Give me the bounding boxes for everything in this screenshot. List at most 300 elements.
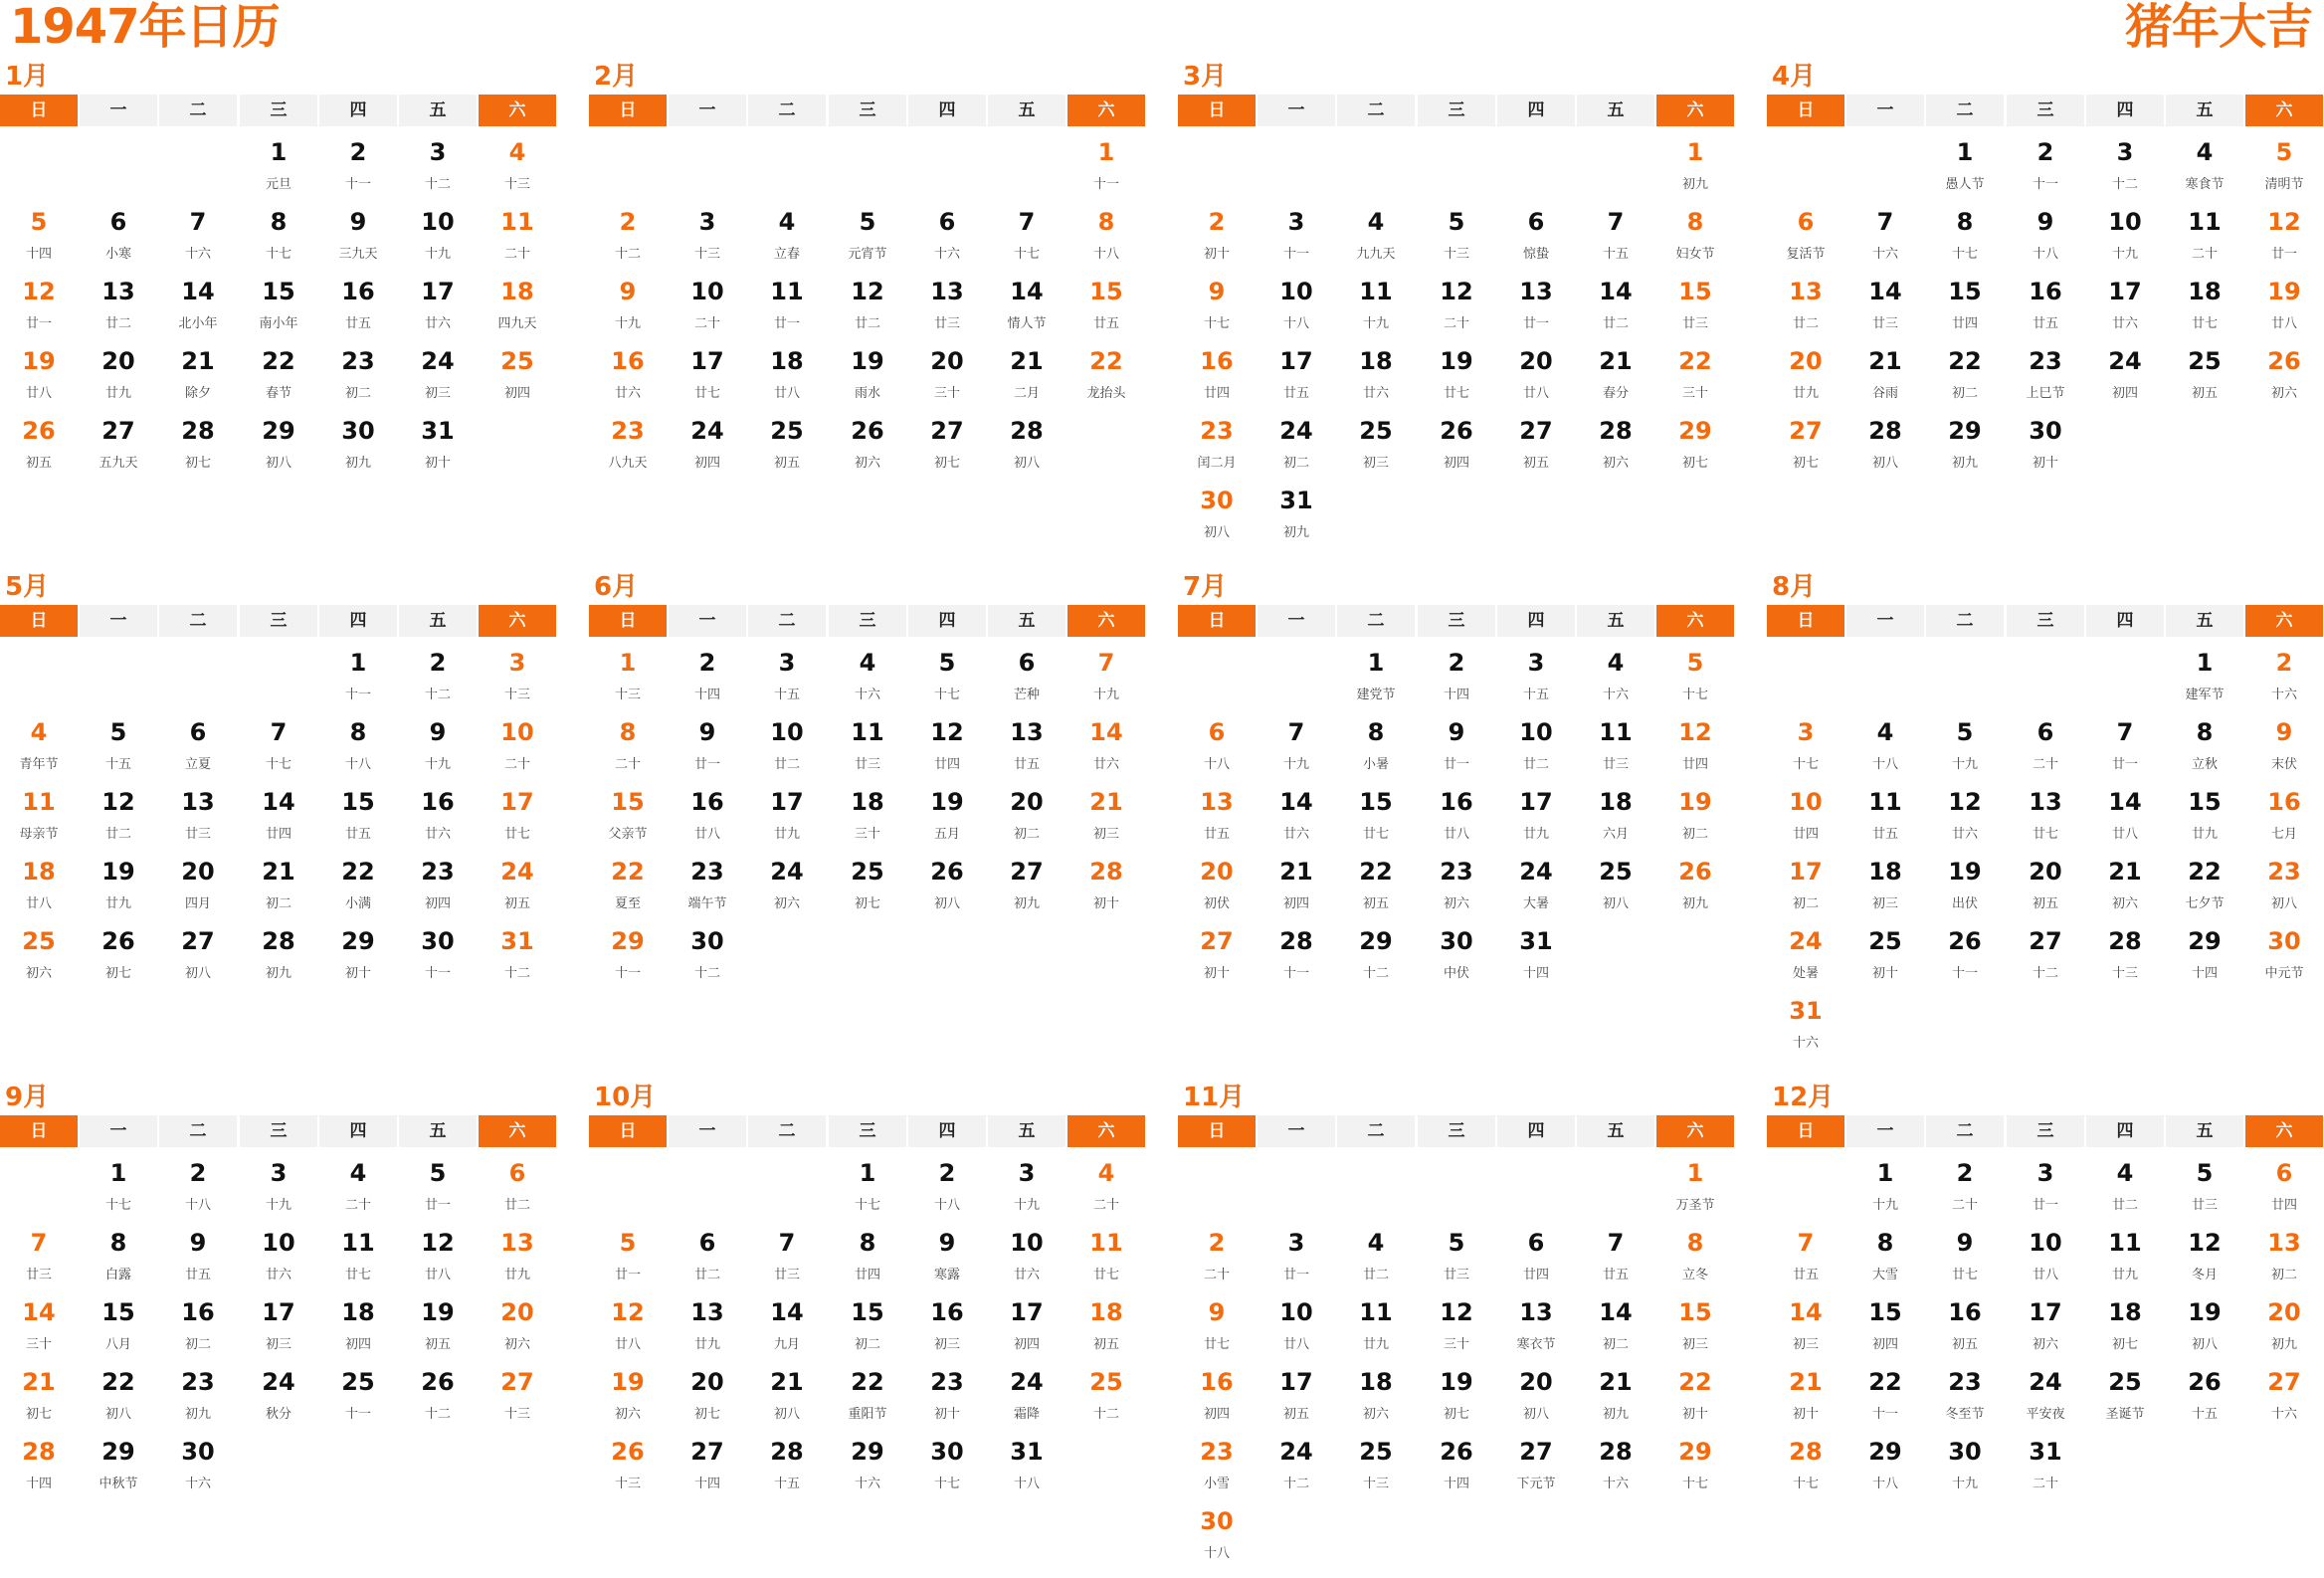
day-cell[interactable] xyxy=(1845,205,1925,275)
day-cell[interactable] xyxy=(478,275,557,344)
day-cell[interactable] xyxy=(1066,1365,1146,1435)
day-cell[interactable] xyxy=(398,344,478,414)
day-cell[interactable] xyxy=(987,1226,1066,1295)
day-cell[interactable] xyxy=(398,924,478,994)
day-cell[interactable] xyxy=(1336,785,1416,855)
day-cell[interactable] xyxy=(2244,344,2324,414)
day-cell[interactable] xyxy=(79,1435,158,1504)
day-cell[interactable] xyxy=(1496,275,1576,344)
day-cell[interactable] xyxy=(2244,275,2324,344)
day-cell[interactable] xyxy=(1417,646,1496,715)
day-cell[interactable] xyxy=(1336,344,1416,414)
day-cell[interactable] xyxy=(828,1435,907,1504)
day-cell[interactable] xyxy=(747,855,827,924)
day-cell[interactable] xyxy=(1177,1504,1257,1574)
day-cell[interactable] xyxy=(1177,414,1257,484)
day-cell[interactable] xyxy=(1766,414,1845,484)
day-cell[interactable] xyxy=(1336,924,1416,994)
day-cell[interactable] xyxy=(1845,855,1925,924)
day-cell[interactable] xyxy=(1925,135,2005,205)
day-cell[interactable] xyxy=(158,1226,238,1295)
day-cell[interactable] xyxy=(1925,924,2005,994)
day-cell[interactable] xyxy=(668,275,747,344)
day-cell[interactable] xyxy=(588,414,668,484)
day-cell[interactable] xyxy=(318,855,398,924)
day-cell[interactable] xyxy=(668,785,747,855)
day-cell[interactable] xyxy=(318,344,398,414)
day-cell[interactable] xyxy=(2006,205,2085,275)
day-cell[interactable] xyxy=(2006,1365,2085,1435)
day-cell[interactable] xyxy=(828,715,907,785)
day-cell[interactable] xyxy=(1925,1365,2005,1435)
day-cell[interactable] xyxy=(79,275,158,344)
day-cell[interactable] xyxy=(1336,414,1416,484)
day-cell[interactable] xyxy=(239,344,318,414)
day-cell[interactable] xyxy=(1766,715,1845,785)
day-cell[interactable] xyxy=(1655,1435,1735,1504)
day-cell[interactable] xyxy=(1417,855,1496,924)
day-cell[interactable] xyxy=(1576,1295,1655,1365)
day-cell[interactable] xyxy=(828,785,907,855)
day-cell[interactable] xyxy=(1066,646,1146,715)
day-cell[interactable] xyxy=(398,1295,478,1365)
day-cell[interactable] xyxy=(2244,785,2324,855)
day-cell[interactable] xyxy=(1925,414,2005,484)
day-cell[interactable] xyxy=(1417,1365,1496,1435)
day-cell[interactable] xyxy=(318,1295,398,1365)
day-cell[interactable] xyxy=(1576,715,1655,785)
day-cell[interactable] xyxy=(2006,1295,2085,1365)
day-cell[interactable] xyxy=(1655,135,1735,205)
day-cell[interactable] xyxy=(1336,855,1416,924)
day-cell[interactable] xyxy=(987,1365,1066,1435)
day-cell[interactable] xyxy=(0,1365,79,1435)
day-cell[interactable] xyxy=(747,275,827,344)
day-cell[interactable] xyxy=(239,855,318,924)
day-cell[interactable] xyxy=(1417,205,1496,275)
day-cell[interactable] xyxy=(1655,1295,1735,1365)
day-cell[interactable] xyxy=(907,1295,987,1365)
day-cell[interactable] xyxy=(1066,205,1146,275)
day-cell[interactable] xyxy=(1496,646,1576,715)
day-cell[interactable] xyxy=(1177,1295,1257,1365)
day-cell[interactable] xyxy=(1177,275,1257,344)
day-cell[interactable] xyxy=(1925,275,2005,344)
day-cell[interactable] xyxy=(2165,855,2244,924)
day-cell[interactable] xyxy=(987,1295,1066,1365)
day-cell[interactable] xyxy=(2165,785,2244,855)
day-cell[interactable] xyxy=(907,1156,987,1226)
day-cell[interactable] xyxy=(239,1295,318,1365)
day-cell[interactable] xyxy=(1576,855,1655,924)
day-cell[interactable] xyxy=(1417,715,1496,785)
day-cell[interactable] xyxy=(1257,205,1336,275)
day-cell[interactable] xyxy=(1336,205,1416,275)
day-cell[interactable] xyxy=(398,414,478,484)
day-cell[interactable] xyxy=(1417,1226,1496,1295)
day-cell[interactable] xyxy=(318,1365,398,1435)
day-cell[interactable] xyxy=(1845,414,1925,484)
day-cell[interactable] xyxy=(1177,1226,1257,1295)
day-cell[interactable] xyxy=(1257,715,1336,785)
day-cell[interactable] xyxy=(1177,785,1257,855)
day-cell[interactable] xyxy=(79,855,158,924)
day-cell[interactable] xyxy=(478,1365,557,1435)
day-cell[interactable] xyxy=(1925,1435,2005,1504)
day-cell[interactable] xyxy=(1766,205,1845,275)
day-cell[interactable] xyxy=(747,715,827,785)
day-cell[interactable] xyxy=(588,855,668,924)
day-cell[interactable] xyxy=(2006,715,2085,785)
day-cell[interactable] xyxy=(1257,414,1336,484)
day-cell[interactable] xyxy=(1496,855,1576,924)
day-cell[interactable] xyxy=(2165,1365,2244,1435)
day-cell[interactable] xyxy=(668,1295,747,1365)
day-cell[interactable] xyxy=(588,646,668,715)
day-cell[interactable] xyxy=(318,646,398,715)
day-cell[interactable] xyxy=(588,1365,668,1435)
day-cell[interactable] xyxy=(1257,484,1336,553)
day-cell[interactable] xyxy=(2006,344,2085,414)
day-cell[interactable] xyxy=(1257,1365,1336,1435)
day-cell[interactable] xyxy=(318,275,398,344)
day-cell[interactable] xyxy=(158,1435,238,1504)
day-cell[interactable] xyxy=(588,205,668,275)
day-cell[interactable] xyxy=(1066,855,1146,924)
day-cell[interactable] xyxy=(79,1295,158,1365)
day-cell[interactable] xyxy=(2006,1226,2085,1295)
day-cell[interactable] xyxy=(478,344,557,414)
day-cell[interactable] xyxy=(318,785,398,855)
day-cell[interactable] xyxy=(2006,1435,2085,1504)
day-cell[interactable] xyxy=(158,414,238,484)
day-cell[interactable] xyxy=(1066,785,1146,855)
day-cell[interactable] xyxy=(1766,1226,1845,1295)
day-cell[interactable] xyxy=(588,1295,668,1365)
day-cell[interactable] xyxy=(79,924,158,994)
day-cell[interactable] xyxy=(1496,1365,1576,1435)
day-cell[interactable] xyxy=(2085,1226,2165,1295)
day-cell[interactable] xyxy=(158,205,238,275)
day-cell[interactable] xyxy=(2244,1365,2324,1435)
day-cell[interactable] xyxy=(158,1365,238,1435)
day-cell[interactable] xyxy=(828,1295,907,1365)
day-cell[interactable] xyxy=(828,1365,907,1435)
day-cell[interactable] xyxy=(987,414,1066,484)
day-cell[interactable] xyxy=(2006,135,2085,205)
day-cell[interactable] xyxy=(668,414,747,484)
day-cell[interactable] xyxy=(0,924,79,994)
day-cell[interactable] xyxy=(1845,344,1925,414)
day-cell[interactable] xyxy=(907,1435,987,1504)
day-cell[interactable] xyxy=(1177,344,1257,414)
day-cell[interactable] xyxy=(1925,715,2005,785)
day-cell[interactable] xyxy=(2165,275,2244,344)
day-cell[interactable] xyxy=(2165,1295,2244,1365)
day-cell[interactable] xyxy=(1257,344,1336,414)
day-cell[interactable] xyxy=(239,715,318,785)
day-cell[interactable] xyxy=(158,275,238,344)
day-cell[interactable] xyxy=(668,205,747,275)
day-cell[interactable] xyxy=(1576,1435,1655,1504)
day-cell[interactable] xyxy=(1336,1365,1416,1435)
day-cell[interactable] xyxy=(1066,1156,1146,1226)
day-cell[interactable] xyxy=(1925,1156,2005,1226)
day-cell[interactable] xyxy=(398,1226,478,1295)
day-cell[interactable] xyxy=(2085,135,2165,205)
day-cell[interactable] xyxy=(828,414,907,484)
day-cell[interactable] xyxy=(2165,344,2244,414)
day-cell[interactable] xyxy=(1655,785,1735,855)
day-cell[interactable] xyxy=(398,135,478,205)
day-cell[interactable] xyxy=(79,414,158,484)
day-cell[interactable] xyxy=(1766,1365,1845,1435)
day-cell[interactable] xyxy=(318,414,398,484)
day-cell[interactable] xyxy=(79,1226,158,1295)
day-cell[interactable] xyxy=(1655,855,1735,924)
day-cell[interactable] xyxy=(668,924,747,994)
day-cell[interactable] xyxy=(1496,205,1576,275)
day-cell[interactable] xyxy=(828,855,907,924)
day-cell[interactable] xyxy=(2165,205,2244,275)
day-cell[interactable] xyxy=(1066,1295,1146,1365)
day-cell[interactable] xyxy=(1925,344,2005,414)
day-cell[interactable] xyxy=(2085,1156,2165,1226)
day-cell[interactable] xyxy=(398,715,478,785)
day-cell[interactable] xyxy=(1845,1365,1925,1435)
day-cell[interactable] xyxy=(318,924,398,994)
day-cell[interactable] xyxy=(2085,205,2165,275)
day-cell[interactable] xyxy=(1655,344,1735,414)
day-cell[interactable] xyxy=(318,135,398,205)
day-cell[interactable] xyxy=(239,1226,318,1295)
day-cell[interactable] xyxy=(478,855,557,924)
day-cell[interactable] xyxy=(2006,924,2085,994)
day-cell[interactable] xyxy=(158,855,238,924)
day-cell[interactable] xyxy=(2085,785,2165,855)
day-cell[interactable] xyxy=(1496,1435,1576,1504)
day-cell[interactable] xyxy=(1417,785,1496,855)
day-cell[interactable] xyxy=(1766,924,1845,994)
day-cell[interactable] xyxy=(478,785,557,855)
day-cell[interactable] xyxy=(2165,1226,2244,1295)
day-cell[interactable] xyxy=(0,205,79,275)
day-cell[interactable] xyxy=(987,205,1066,275)
day-cell[interactable] xyxy=(1257,1295,1336,1365)
day-cell[interactable] xyxy=(2085,1295,2165,1365)
day-cell[interactable] xyxy=(1257,1435,1336,1504)
day-cell[interactable] xyxy=(1655,205,1735,275)
day-cell[interactable] xyxy=(2006,785,2085,855)
day-cell[interactable] xyxy=(1766,1435,1845,1504)
day-cell[interactable] xyxy=(668,855,747,924)
day-cell[interactable] xyxy=(1576,1365,1655,1435)
day-cell[interactable] xyxy=(478,1156,557,1226)
day-cell[interactable] xyxy=(1845,1295,1925,1365)
day-cell[interactable] xyxy=(1576,205,1655,275)
day-cell[interactable] xyxy=(398,646,478,715)
day-cell[interactable] xyxy=(158,344,238,414)
day-cell[interactable] xyxy=(1336,275,1416,344)
day-cell[interactable] xyxy=(747,414,827,484)
day-cell[interactable] xyxy=(2244,205,2324,275)
day-cell[interactable] xyxy=(318,1156,398,1226)
day-cell[interactable] xyxy=(1257,785,1336,855)
day-cell[interactable] xyxy=(2085,924,2165,994)
day-cell[interactable] xyxy=(1066,135,1146,205)
day-cell[interactable] xyxy=(2244,1156,2324,1226)
day-cell[interactable] xyxy=(1336,1295,1416,1365)
day-cell[interactable] xyxy=(1257,855,1336,924)
day-cell[interactable] xyxy=(1576,785,1655,855)
day-cell[interactable] xyxy=(1655,275,1735,344)
day-cell[interactable] xyxy=(747,344,827,414)
day-cell[interactable] xyxy=(1845,1226,1925,1295)
day-cell[interactable] xyxy=(1336,1435,1416,1504)
day-cell[interactable] xyxy=(1177,1365,1257,1435)
day-cell[interactable] xyxy=(1496,924,1576,994)
day-cell[interactable] xyxy=(2085,855,2165,924)
day-cell[interactable] xyxy=(747,646,827,715)
day-cell[interactable] xyxy=(828,646,907,715)
day-cell[interactable] xyxy=(668,715,747,785)
day-cell[interactable] xyxy=(2085,344,2165,414)
day-cell[interactable] xyxy=(1066,715,1146,785)
day-cell[interactable] xyxy=(1066,344,1146,414)
day-cell[interactable] xyxy=(1177,484,1257,553)
day-cell[interactable] xyxy=(1417,1435,1496,1504)
day-cell[interactable] xyxy=(1336,715,1416,785)
day-cell[interactable] xyxy=(1766,1295,1845,1365)
day-cell[interactable] xyxy=(1655,1365,1735,1435)
day-cell[interactable] xyxy=(2006,1156,2085,1226)
day-cell[interactable] xyxy=(398,1156,478,1226)
day-cell[interactable] xyxy=(158,924,238,994)
day-cell[interactable] xyxy=(588,1435,668,1504)
day-cell[interactable] xyxy=(1655,414,1735,484)
day-cell[interactable] xyxy=(668,646,747,715)
day-cell[interactable] xyxy=(1177,1435,1257,1504)
day-cell[interactable] xyxy=(668,1365,747,1435)
day-cell[interactable] xyxy=(1655,715,1735,785)
day-cell[interactable] xyxy=(239,414,318,484)
day-cell[interactable] xyxy=(668,1226,747,1295)
day-cell[interactable] xyxy=(747,785,827,855)
day-cell[interactable] xyxy=(747,1226,827,1295)
day-cell[interactable] xyxy=(398,785,478,855)
day-cell[interactable] xyxy=(478,1295,557,1365)
day-cell[interactable] xyxy=(1925,1226,2005,1295)
day-cell[interactable] xyxy=(2085,715,2165,785)
day-cell[interactable] xyxy=(1066,1226,1146,1295)
day-cell[interactable] xyxy=(1845,1435,1925,1504)
day-cell[interactable] xyxy=(478,646,557,715)
day-cell[interactable] xyxy=(1576,275,1655,344)
day-cell[interactable] xyxy=(1766,344,1845,414)
day-cell[interactable] xyxy=(1925,855,2005,924)
day-cell[interactable] xyxy=(2244,924,2324,994)
day-cell[interactable] xyxy=(828,275,907,344)
day-cell[interactable] xyxy=(1417,275,1496,344)
day-cell[interactable] xyxy=(1496,785,1576,855)
day-cell[interactable] xyxy=(747,205,827,275)
day-cell[interactable] xyxy=(478,1226,557,1295)
day-cell[interactable] xyxy=(1845,785,1925,855)
day-cell[interactable] xyxy=(987,1156,1066,1226)
day-cell[interactable] xyxy=(398,855,478,924)
day-cell[interactable] xyxy=(1766,275,1845,344)
day-cell[interactable] xyxy=(79,715,158,785)
day-cell[interactable] xyxy=(79,205,158,275)
day-cell[interactable] xyxy=(239,1365,318,1435)
day-cell[interactable] xyxy=(239,135,318,205)
day-cell[interactable] xyxy=(0,344,79,414)
day-cell[interactable] xyxy=(0,715,79,785)
day-cell[interactable] xyxy=(1496,1295,1576,1365)
day-cell[interactable] xyxy=(907,785,987,855)
day-cell[interactable] xyxy=(239,275,318,344)
day-cell[interactable] xyxy=(1177,205,1257,275)
day-cell[interactable] xyxy=(907,855,987,924)
day-cell[interactable] xyxy=(239,785,318,855)
day-cell[interactable] xyxy=(1766,994,1845,1064)
day-cell[interactable] xyxy=(158,1295,238,1365)
day-cell[interactable] xyxy=(2165,1156,2244,1226)
day-cell[interactable] xyxy=(2085,275,2165,344)
day-cell[interactable] xyxy=(1576,646,1655,715)
day-cell[interactable] xyxy=(1417,924,1496,994)
day-cell[interactable] xyxy=(1766,855,1845,924)
day-cell[interactable] xyxy=(588,275,668,344)
day-cell[interactable] xyxy=(1496,715,1576,785)
day-cell[interactable] xyxy=(588,715,668,785)
day-cell[interactable] xyxy=(828,344,907,414)
day-cell[interactable] xyxy=(318,1226,398,1295)
day-cell[interactable] xyxy=(1655,1156,1735,1226)
day-cell[interactable] xyxy=(2085,1365,2165,1435)
day-cell[interactable] xyxy=(0,855,79,924)
day-cell[interactable] xyxy=(1336,1226,1416,1295)
day-cell[interactable] xyxy=(2165,135,2244,205)
day-cell[interactable] xyxy=(907,1226,987,1295)
day-cell[interactable] xyxy=(398,275,478,344)
day-cell[interactable] xyxy=(1417,414,1496,484)
day-cell[interactable] xyxy=(2244,1226,2324,1295)
day-cell[interactable] xyxy=(1925,1295,2005,1365)
day-cell[interactable] xyxy=(158,715,238,785)
day-cell[interactable] xyxy=(2244,1295,2324,1365)
day-cell[interactable] xyxy=(987,715,1066,785)
day-cell[interactable] xyxy=(478,135,557,205)
day-cell[interactable] xyxy=(668,1435,747,1504)
day-cell[interactable] xyxy=(1257,1226,1336,1295)
day-cell[interactable] xyxy=(398,205,478,275)
day-cell[interactable] xyxy=(1576,344,1655,414)
day-cell[interactable] xyxy=(907,344,987,414)
day-cell[interactable] xyxy=(907,646,987,715)
day-cell[interactable] xyxy=(79,344,158,414)
day-cell[interactable] xyxy=(1257,924,1336,994)
day-cell[interactable] xyxy=(987,855,1066,924)
day-cell[interactable] xyxy=(239,1156,318,1226)
day-cell[interactable] xyxy=(1496,1226,1576,1295)
day-cell[interactable] xyxy=(158,1156,238,1226)
day-cell[interactable] xyxy=(987,785,1066,855)
day-cell[interactable] xyxy=(478,205,557,275)
day-cell[interactable] xyxy=(1417,344,1496,414)
day-cell[interactable] xyxy=(907,715,987,785)
day-cell[interactable] xyxy=(588,785,668,855)
